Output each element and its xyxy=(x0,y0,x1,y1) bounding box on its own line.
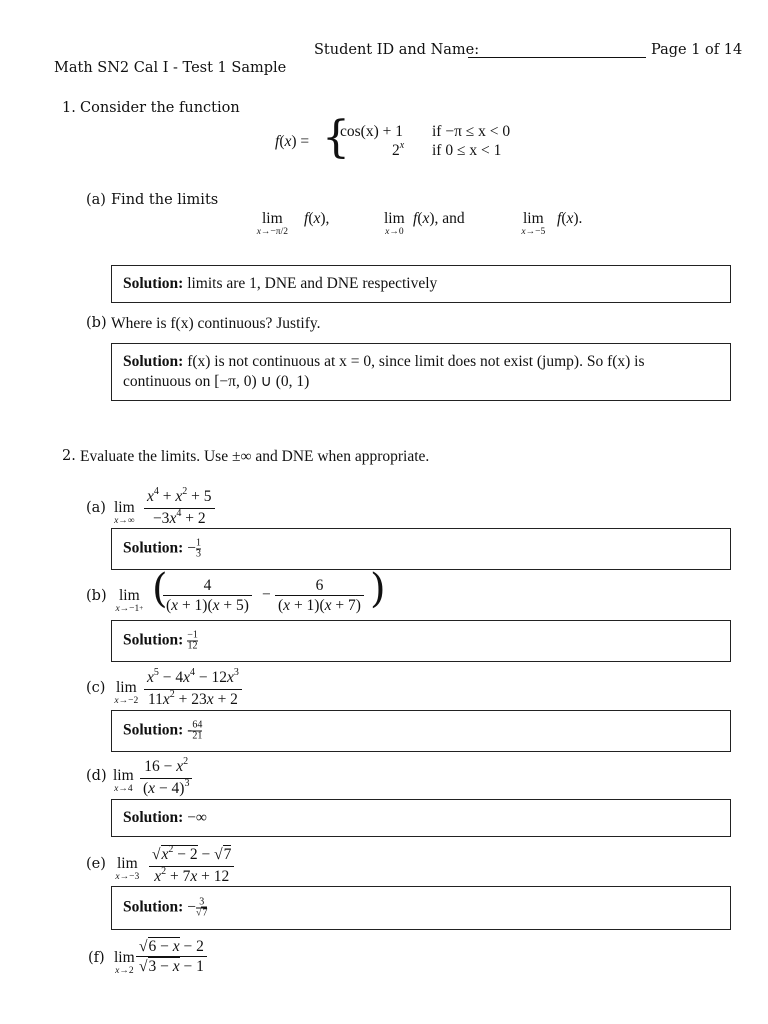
q2c-solution-fraction: $\frac{64}{21}$ xyxy=(192,719,203,742)
q1a-solution-box xyxy=(111,265,731,303)
q1b-text: Where is f(x) continuous? Justify. xyxy=(111,315,321,332)
q2a-label: (a) xyxy=(86,500,106,516)
q1a-label: (a) xyxy=(86,192,106,208)
q2a-solution-text: − xyxy=(187,539,196,557)
q2e-solution-box xyxy=(111,886,731,930)
page-number: Page 1 of 14 xyxy=(651,42,743,58)
q2d-solution-text: −∞ xyxy=(187,809,207,826)
solution-label: Solution: xyxy=(123,898,184,916)
solution-label: Solution: xyxy=(123,275,184,292)
case-2-expression: 2$^x$ xyxy=(392,140,405,159)
q2b-left-paren: ( xyxy=(152,566,168,612)
course-title: Math SN2 Cal I - Test 1 Sample xyxy=(54,60,287,76)
q2b-lim: lim x→−1+ xyxy=(115,587,144,614)
q2d-label: (d) xyxy=(86,768,107,784)
q1a-text: Find the limits xyxy=(111,192,219,208)
q2f-lim: lim x→2 xyxy=(114,949,135,976)
question-1-number: 1. xyxy=(62,100,76,116)
q1b-label: (b) xyxy=(86,315,107,331)
q2f-fraction: $\frac{√6 - x - 2}{√3 - x - 1}$ xyxy=(136,937,207,976)
q2b-minus: − xyxy=(262,586,271,603)
q2d-fraction: $\frac{16 - x^2}{(x - 4)^3}$ xyxy=(140,757,192,800)
question-2-intro: Evaluate the limits. Use ±∞ and DNE when appropriate. xyxy=(80,448,430,465)
q2d-lim: lim x→4 xyxy=(113,767,134,794)
q2e-solution-fraction: $\frac{3}{√7}$ xyxy=(195,896,208,919)
q2a-solution-fraction: $\frac{1}{3}$ xyxy=(195,537,201,560)
solution-label: Solution: xyxy=(123,721,184,739)
solution-label: Solution: xyxy=(123,809,184,826)
q2f-label: (f) xyxy=(88,950,105,966)
student-id-label: Student ID and Name: xyxy=(314,42,480,58)
solution-label: Solution: xyxy=(123,353,184,370)
q2d-solution-box xyxy=(111,799,731,837)
q2c-label: (c) xyxy=(86,680,106,696)
q2b-solution-box xyxy=(111,620,731,662)
q2b-right-paren: ) xyxy=(370,566,386,612)
q2a-lim: lim x→∞ xyxy=(114,499,135,526)
q2c-lim: lim x→−2 xyxy=(114,679,139,706)
case-2-condition: if 0 ≤ x < 1 xyxy=(432,142,502,159)
solution-label: Solution: xyxy=(123,539,184,557)
question-1-intro: Consider the function xyxy=(80,100,240,116)
q2c-solution-box xyxy=(111,710,731,752)
q1b-solution-box xyxy=(111,343,731,401)
q2c-solution-text: - xyxy=(187,721,193,739)
q2e-solution-text: − xyxy=(187,898,196,916)
q1b-solution-line-1: f(x) is not continuous at x = 0, since limit does not exist (jump). So f(x) is xyxy=(187,353,645,370)
q1a-solution-text: limits are 1, DNE and DNE respectively xyxy=(187,275,438,292)
q2b-fraction-1: $\frac{4}{(x + 1)(x + 5)}$ xyxy=(163,576,252,615)
case-1-condition: if −π ≤ x < 0 xyxy=(432,123,511,140)
q2b-fraction-2: $\frac{6}{(x + 1)(x + 7)}$ xyxy=(275,576,364,615)
student-name-blank xyxy=(468,44,646,58)
q2e-label: (e) xyxy=(86,856,106,872)
q2a-fraction: $\frac{x^4 + x^2 + 5}{-3x^4 + 2}$ xyxy=(144,487,215,530)
q2c-fraction: $\frac{x^5 - 4x^4 - 12x^3}{11x^2 + 23x + 2}$ xyxy=(144,668,242,711)
q1b-solution-line-2: continuous on [−π, 0) ∪ (0, 1) xyxy=(123,373,310,390)
q2b-label: (b) xyxy=(86,588,107,604)
question-2-number: 2. xyxy=(62,448,76,464)
solution-label: Solution: xyxy=(123,631,184,649)
case-1-expression: cos(x) + 1 xyxy=(340,123,403,140)
q2e-lim: lim x→−3 xyxy=(115,855,140,882)
q2a-solution-box xyxy=(111,528,731,570)
q2b-solution-fraction: $\frac{-1}{12}$ xyxy=(187,629,198,652)
q2e-fraction: $\frac{√x^2 - 2 - √7}{x^2 + 7x + 12}$ xyxy=(149,845,234,888)
